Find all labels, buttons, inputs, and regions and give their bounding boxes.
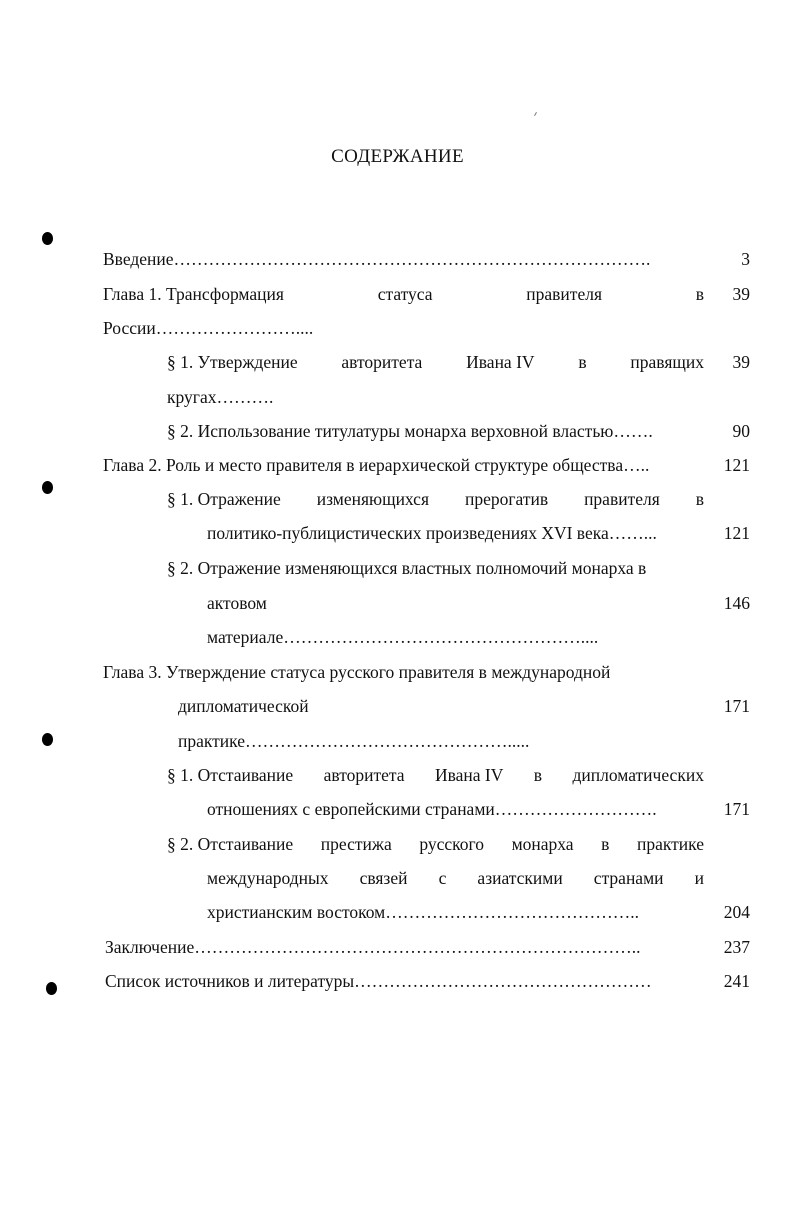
binder-hole-mark-2 [42,481,53,494]
toc-page-chapter-1: 39 [732,284,750,304]
toc-page-chapter-2: 121 [723,455,750,475]
toc-entry-chapter-2: Глава 2. Роль и место правителя в иерархической структуре общества….. [103,455,650,475]
toc-entry-section-3-1: § 1. Отстаивание авторитета Ивана IV в дипломатических [167,765,704,785]
toc-entry-chapter-1-cont: России…………………….... [103,318,314,338]
scan-speck [534,112,537,116]
toc-entry-introduction: Введение………………………………………………………………………. [103,249,651,269]
toc-page-section-1-1: 39 [732,352,750,372]
toc-entry-chapter-3-cont2: практике………………………………………..... [178,731,530,751]
toc-entry-section-2-2-cont: актовом [207,593,267,613]
toc-page-conclusion: 237 [723,937,750,957]
toc-entry-bibliography: Список источников и литературы…………………………………………… [105,971,652,991]
toc-entry-section-2-1: § 1. Отражение изменяющихся прерогатив правителя в [167,489,704,509]
toc-entry-section-1-2: § 2. Использование титулатуры монарха верховной властью……. [167,421,653,441]
toc-entry-section-3-2-cont2: христианским востоком…………………………………….. [207,902,639,922]
toc-page-introduction: 3 [741,249,750,269]
toc-entry-section-3-1-cont: отношениях с европейскими странами………………………. [207,799,657,819]
binder-hole-mark-1 [42,232,53,245]
toc-page-section-2-2: 146 [723,593,750,613]
toc-entry-section-2-2: § 2. Отражение изменяющихся властных полномочий монарха в [167,558,647,578]
page-title: СОДЕРЖАНИЕ [331,146,464,167]
toc-entry-section-2-1-cont: политико-публицистических произведениях XVI века……... [207,523,657,543]
binder-hole-mark-3 [42,733,53,746]
toc-entry-chapter-3-cont: дипломатической [178,696,309,716]
binder-hole-mark-4 [46,982,57,995]
toc-page-chapter-3: 171 [723,696,750,716]
toc-entry-section-3-2-cont: международных связей с азиатскими странами и [207,868,704,888]
toc-page-section-1-2: 90 [732,421,750,441]
toc-entry-chapter-1: Глава 1. Трансформация статуса правителя в [103,284,704,304]
toc-entry-section-1-1: § 1. Утверждение авторитета Ивана IV в правящих [167,352,704,372]
toc-page-section-3-1: 171 [723,799,750,819]
toc-page-bibliography: 241 [723,971,750,991]
toc-entry-conclusion: Заключение………………………………………………………………….. [105,937,641,957]
toc-entry-section-2-2-cont2: материале…………………………………………….... [207,627,599,647]
toc-entry-section-3-2: § 2. Отстаивание престижа русского монарха в практике [167,834,704,854]
toc-page-section-3-2: 204 [723,902,750,922]
toc-page-section-2-1: 121 [723,523,750,543]
toc-entry-section-1-1-cont: кругах………. [167,387,274,407]
toc-entry-chapter-3: Глава 3. Утверждение статуса русского правителя в международной [103,662,611,682]
